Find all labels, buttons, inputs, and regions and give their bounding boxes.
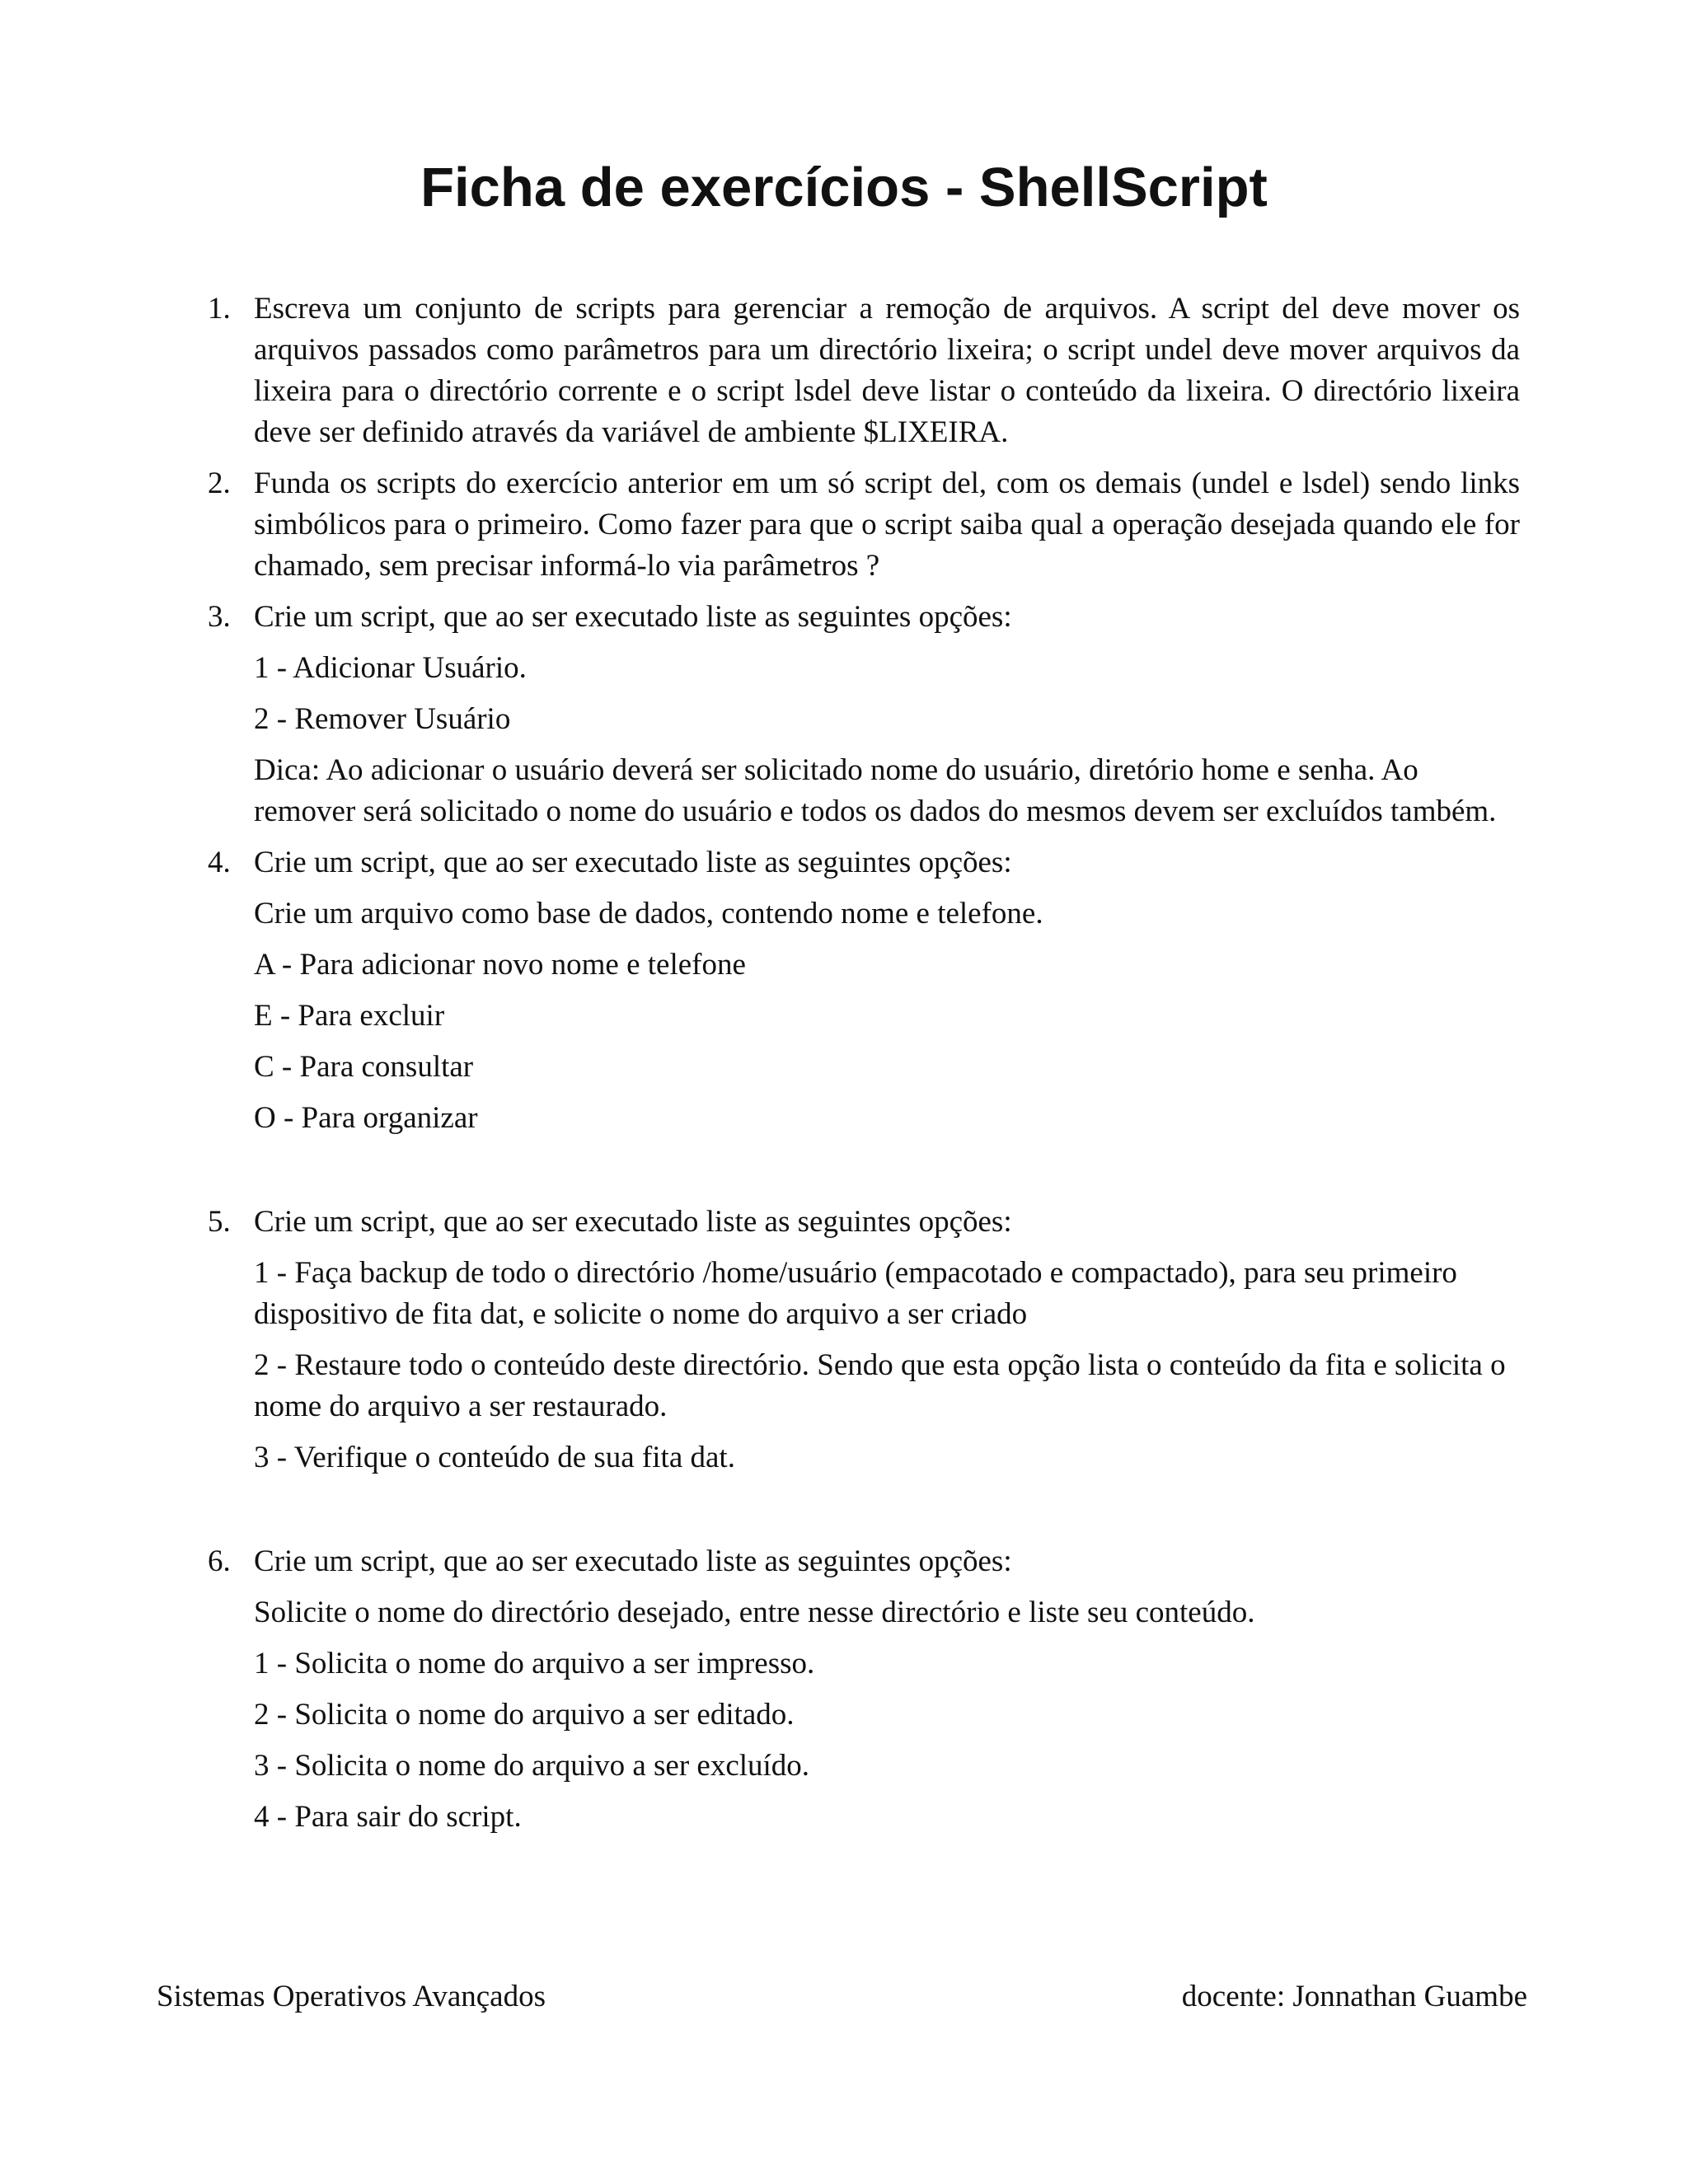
option-item: 2 - Restaure todo o conteúdo deste directório. Sendo que esta opção lista o conteúdo da fita e solicita o nome do arquivo a ser restaurado.	[254, 1348, 1506, 1423]
exercise-number: 2.	[208, 466, 231, 500]
exercise-4	[208, 842, 1520, 1139]
exercise-number: 5.	[208, 1205, 231, 1239]
option-item: 2 - Remover Usuário	[254, 702, 511, 736]
option-item: E - Para excluir	[254, 999, 445, 1033]
hint-text: Dica: Ao adicionar o usuário deverá ser solicitado nome do usuário, diretório home e senha. Ao remover será solicitado o nome do usuário e todos os dados do mesmos devem ser excluídos também.	[254, 753, 1497, 828]
exercise-text: Funda os scripts do exercício anterior em um só script del, com os demais (undel e lsdel) sendo links simbólicos para o primeiro. Como fazer para que o script saiba qual a operação desejada quando ele for chamado, sem precisar informá-lo via parâmetros ?	[254, 466, 1520, 583]
exercise-number: 6.	[208, 1544, 231, 1578]
option-item: 2 - Solicita o nome do arquivo a ser editado.	[254, 1698, 795, 1732]
exercise-list	[208, 288, 1520, 1838]
exercise-text: Solicite o nome do directório desejado, entre nesse directório e liste seu conteúdo.	[254, 1596, 1255, 1629]
exercise-text: Crie um script, que ao ser executado liste as seguintes opções:	[254, 600, 1012, 634]
option-item: 3 - Verifique o conteúdo de sua fita dat.	[254, 1441, 735, 1474]
option-item: A - Para adicionar novo nome e telefone	[254, 948, 746, 982]
exercise-3	[208, 597, 1520, 832]
exercise-5	[208, 1202, 1520, 1479]
option-item: 3 - Solicita o nome do arquivo a ser excluído.	[254, 1749, 810, 1783]
option-item: 1 - Adicionar Usuário.	[254, 651, 527, 685]
exercise-text: Crie um arquivo como base de dados, contendo nome e telefone.	[254, 897, 1043, 930]
option-item: O - Para organizar	[254, 1101, 478, 1135]
page-title: Ficha de exercícios - ShellScript	[420, 157, 1268, 218]
footer-course: Sistemas Operativos Avançados	[157, 1980, 546, 2013]
exercise-6	[208, 1541, 1520, 1838]
option-item: C - Para consultar	[254, 1050, 474, 1084]
exercise-text: Crie um script, que ao ser executado liste as seguintes opções:	[254, 1544, 1012, 1578]
exercise-2	[208, 463, 1520, 587]
footer-teacher: docente: Jonnathan Guambe	[1181, 1980, 1527, 2013]
option-item: 4 - Para sair do script.	[254, 1800, 522, 1834]
exercise-1	[208, 288, 1520, 453]
option-item: 1 - Solicita o nome do arquivo a ser impresso.	[254, 1647, 815, 1680]
exercise-text: Crie um script, que ao ser executado liste as seguintes opções:	[254, 846, 1012, 879]
exercise-number: 3.	[208, 600, 231, 634]
option-item: 1 - Faça backup de todo o directório /home/usuário (empacotado e compactado), para seu primeiro dispositivo de fita dat, e solicite o nome do arquivo a ser criado	[254, 1256, 1457, 1331]
exercise-text: Crie um script, que ao ser executado liste as seguintes opções:	[254, 1205, 1012, 1239]
exercise-text: Escreva um conjunto de scripts para gerenciar a remoção de arquivos. A script del deve mover os arquivos passados como parâmetros para um directório lixeira; o script undel deve mover arquivos da lixeira para o directório corrente e o script lsdel deve listar o conteúdo da lixeira. O directório lixeira deve ser definido através da variável de ambiente $LIXEIRA.	[254, 292, 1520, 449]
exercise-number: 1.	[208, 292, 231, 326]
exercise-number: 4.	[208, 846, 231, 879]
